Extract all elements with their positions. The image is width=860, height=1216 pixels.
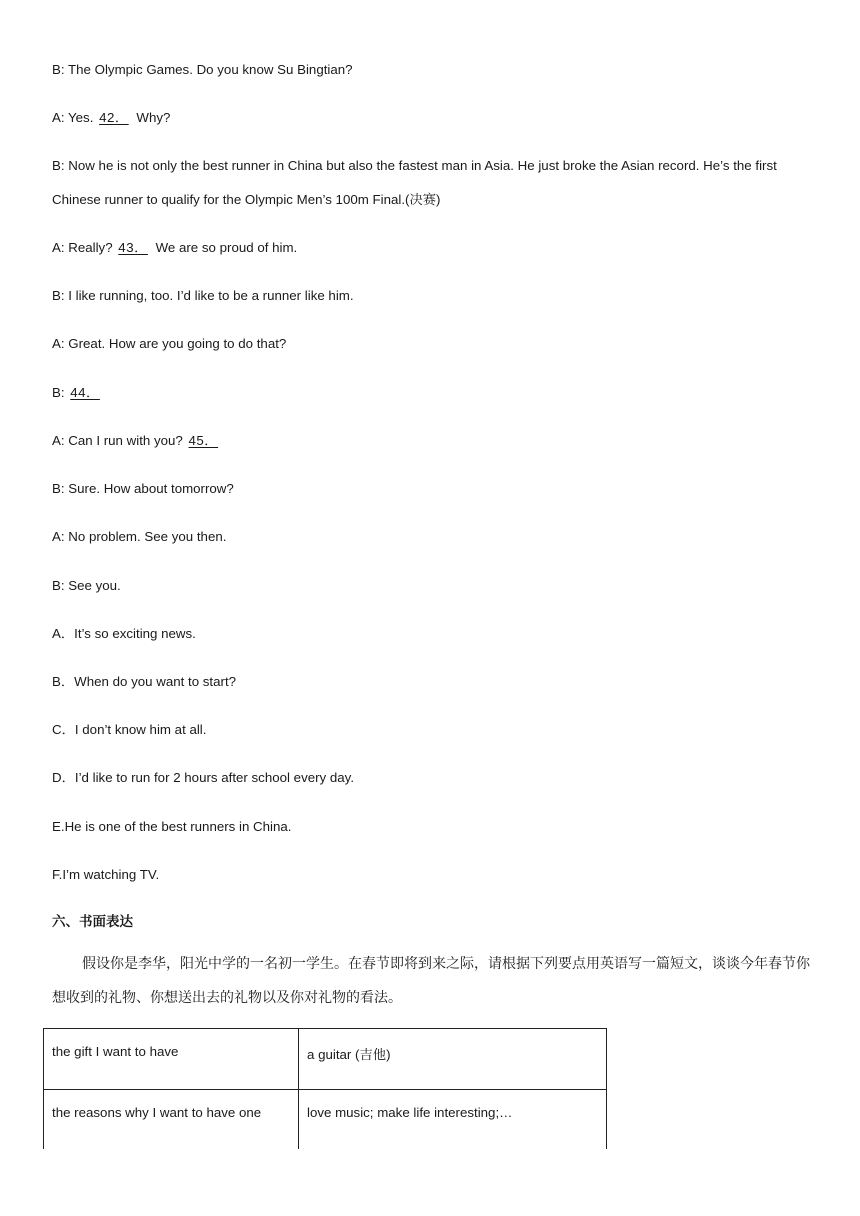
table-row xyxy=(44,1090,607,1150)
dialogue-line: B: Sure. How about tomorrow? xyxy=(52,481,234,496)
table-cell-value: a guitar (吉他) xyxy=(299,1029,607,1090)
dialogue-line-with-blank xyxy=(52,239,297,257)
table-row xyxy=(44,1029,607,1090)
option-a: A．It’s so exciting news. xyxy=(52,626,196,641)
dialogue-speaker-text: B: xyxy=(52,385,69,400)
dialogue-line-with-blank xyxy=(52,432,222,450)
dialogue-line: Chinese runner to qualify for the Olympic Men’s 100m Final.(决赛) xyxy=(52,192,441,207)
dialogue-speaker-text: A: Can I run with you? xyxy=(52,433,187,448)
table-cell-value: love music; make life interesting;… xyxy=(299,1090,607,1150)
answer-blank-43[interactable]: 43． xyxy=(118,240,148,255)
option-c: C．I don’t know him at all. xyxy=(52,722,207,737)
dialogue-line: B: See you. xyxy=(52,578,121,593)
section-title: 六、书面表达 xyxy=(52,914,133,930)
dialogue-line-with-blank xyxy=(52,109,170,127)
requirements-table xyxy=(43,1028,607,1149)
dialogue-speaker-text: A: Yes. xyxy=(52,110,98,125)
dialogue-line: B: The Olympic Games. Do you know Su Bingtian? xyxy=(52,62,353,77)
dialogue-tail-text: Why? xyxy=(132,110,171,125)
dialogue-speaker-text: A: Really? xyxy=(52,240,117,255)
option-f: F.I’m watching TV. xyxy=(52,867,160,882)
dialogue-line: B: Now he is not only the best runner in China but also the fastest man in Asia. He just broke the Asian record. He’s the first xyxy=(52,158,777,173)
dialogue-line: B: I like running, too. I’d like to be a runner like him. xyxy=(52,288,354,303)
dialogue-line-with-blank xyxy=(52,384,104,402)
answer-blank-45[interactable]: 45． xyxy=(188,433,219,448)
writing-prompt: 假设你是李华，阳光中学的一名初一学生。在春节即将到来之际，请根据下列要点用英语写一篇短文，谈谈今年春节你想收到的礼物、你想送出去的礼物以及你对礼物的看法。 xyxy=(52,956,810,1006)
table-cell-key: the reasons why I want to have one xyxy=(44,1090,299,1150)
dialogue-tail-text: We are so proud of him. xyxy=(151,240,298,255)
dialogue-line: A: Great. How are you going to do that? xyxy=(52,336,287,351)
answer-blank-44[interactable]: 44． xyxy=(70,385,100,400)
option-b: B．When do you want to start? xyxy=(52,674,237,689)
dialogue-line: A: No problem. See you then. xyxy=(52,529,227,544)
answer-blank-42[interactable]: 42． xyxy=(99,110,129,125)
table-cell-key: the gift I want to have xyxy=(44,1029,299,1090)
option-d: D．I’d like to run for 2 hours after school every day. xyxy=(52,770,355,785)
option-e: E.He is one of the best runners in China. xyxy=(52,819,292,834)
